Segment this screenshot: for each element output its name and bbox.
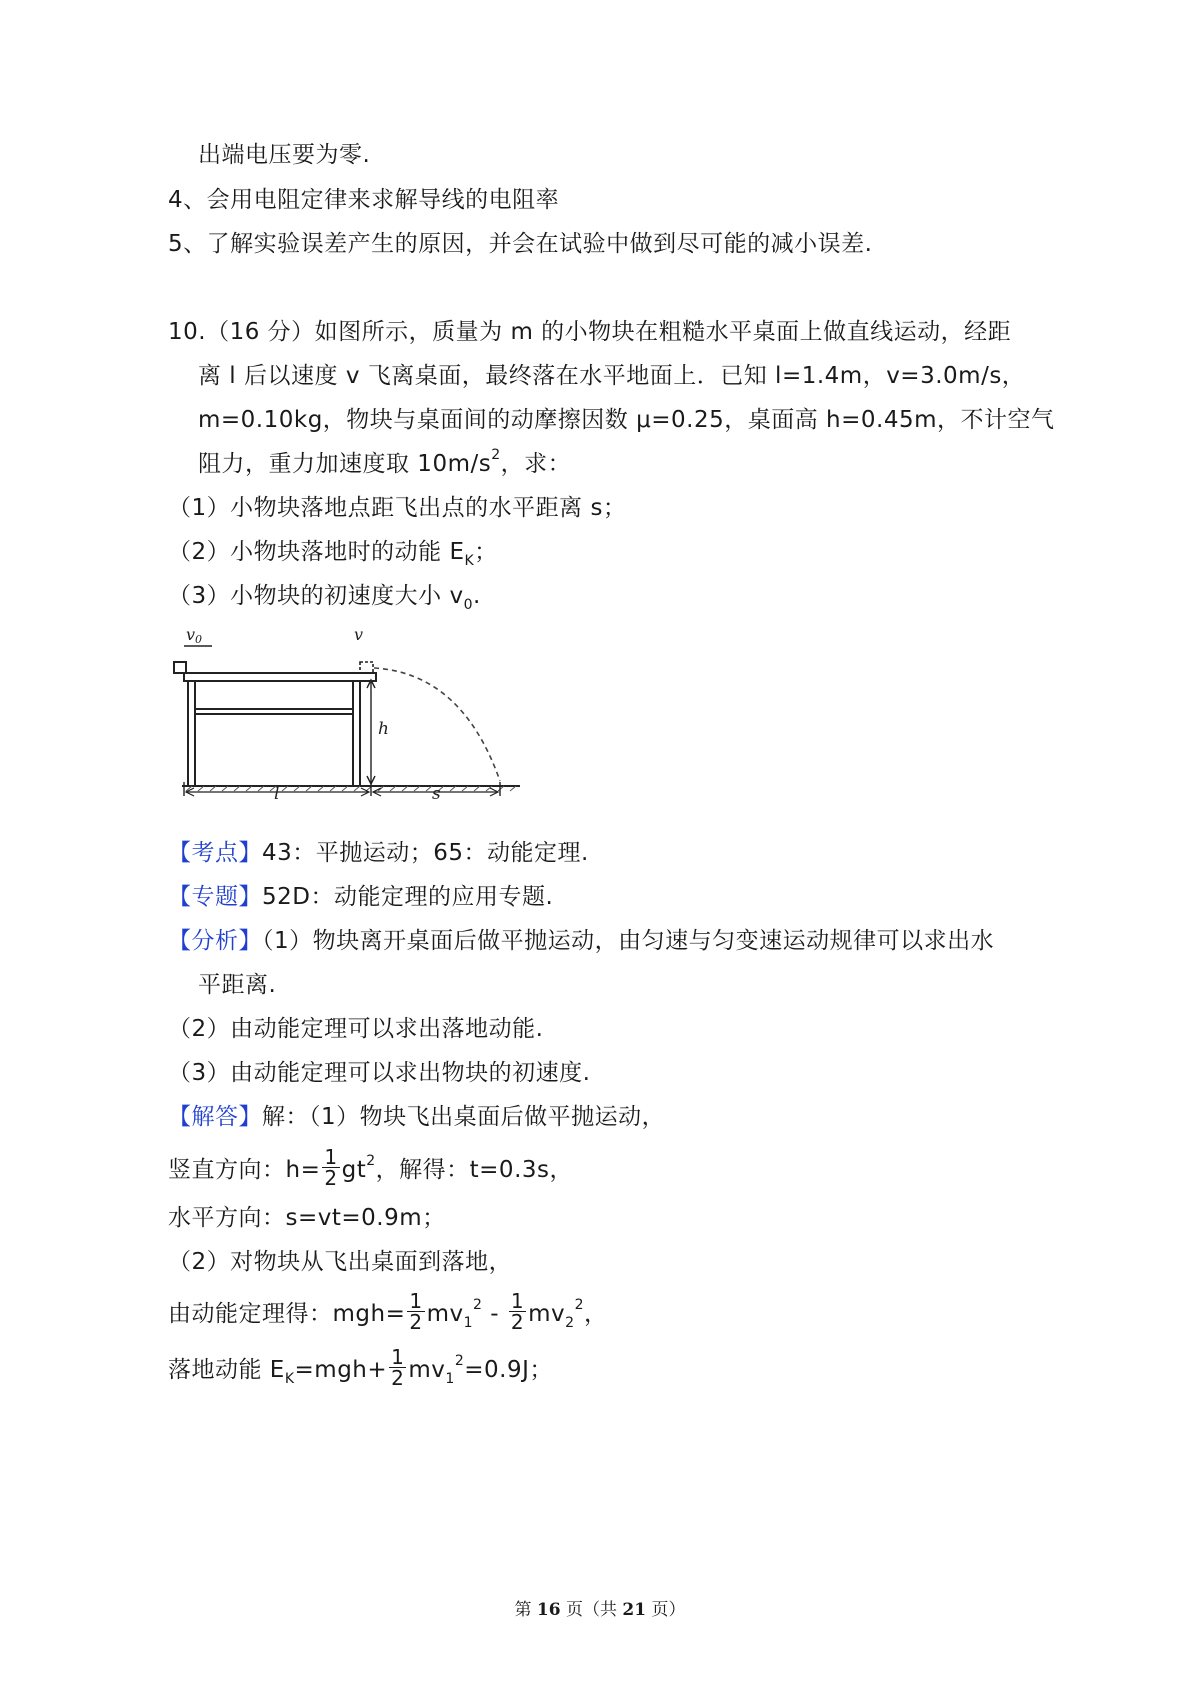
question-line: m=0.10kg，物块与桌面间的动摩擦因数 μ=0.25，桌面高 h=0.45m，不计空气 <box>198 407 1055 433</box>
table-top <box>184 673 376 681</box>
question-line: 10.（16 分）如图所示，质量为 m 的小物块在粗糙水平桌面上做直线运动，经距 <box>168 319 1012 345</box>
text: . <box>472 583 481 609</box>
landing-energy-eq <box>168 1345 553 1391</box>
table-leg-left <box>188 681 195 786</box>
text: mv <box>426 1301 464 1327</box>
kaodian-line <box>168 838 589 868</box>
superscript: 2 <box>491 447 501 464</box>
page-footer: 第 16 页（共 21 页） <box>514 1600 686 1620</box>
subscript: 2 <box>565 1314 575 1331</box>
question-line <box>198 449 571 479</box>
text: ，解得：t=0.3s， <box>375 1157 573 1183</box>
text: gt <box>341 1157 367 1183</box>
text: =mgh+ <box>294 1357 388 1383</box>
fenxi-line: （2）由动能定理可以求出落地动能. <box>168 1016 544 1042</box>
text: 竖直方向：h= <box>168 1157 321 1183</box>
text: （1）物块离开桌面后做平抛运动，由匀速与匀变速运动规律可以求出水 <box>262 928 995 954</box>
physics-diagram <box>182 625 542 804</box>
label-v: v <box>354 625 364 644</box>
text: =0.9J； <box>464 1357 553 1383</box>
superscript: 2 <box>454 1353 465 1370</box>
subscript: K <box>284 1370 295 1387</box>
kinetic-energy-eq <box>168 1289 608 1335</box>
text-line: 出端电压要为零. <box>198 142 371 168</box>
text-line: 4、会用电阻定律来求解导线的电阻率 <box>168 187 560 213</box>
label-h: h <box>378 719 389 739</box>
trajectory-curve <box>374 668 500 781</box>
superscript: 2 <box>473 1297 483 1314</box>
text: 阻力，重力加速度取 10m/s <box>198 451 492 477</box>
text: 落地动能 E <box>168 1357 285 1383</box>
table-crossbar <box>195 709 353 714</box>
label-v0: v0 <box>186 625 203 646</box>
text: mv <box>408 1357 446 1383</box>
zhuanti-line <box>168 882 553 912</box>
block-start <box>174 662 186 673</box>
superscript: 2 <box>574 1297 584 1314</box>
block-edge <box>360 662 373 673</box>
subscript: 1 <box>445 1370 455 1387</box>
fenxi-line: （3）由动能定理可以求出物块的初速度. <box>168 1060 591 1086</box>
text: ， <box>584 1301 608 1327</box>
fenxi-tag: 【分析】 <box>168 928 262 954</box>
jieda-line <box>168 1102 665 1132</box>
subscript: 0 <box>463 596 473 613</box>
zhuanti-tag: 【专题】 <box>168 884 262 910</box>
text: （3）小物块的初速度大小 v <box>168 583 464 609</box>
sub-question-3 <box>168 581 481 611</box>
text: ，求： <box>500 451 572 477</box>
text: ； <box>474 539 498 565</box>
subscript: K <box>464 552 475 569</box>
fraction: $\frac{1}{2}$ <box>391 1345 405 1390</box>
fraction: $\frac{1}{2}$ <box>510 1289 525 1334</box>
fenxi-line: 平距离. <box>198 972 277 998</box>
text: - <box>482 1301 507 1327</box>
sub-question-2 <box>168 537 498 567</box>
sub-question-1: （1）小物块落地点距飞出点的水平距离 s； <box>168 495 627 521</box>
text: 43：平抛运动；65：动能定理. <box>262 840 589 866</box>
fraction: $\frac{1}{2}$ <box>409 1289 423 1334</box>
horizontal-eq: 水平方向：s=vt=0.9m； <box>168 1205 446 1231</box>
text: mv <box>528 1301 566 1327</box>
text: 解：（1）物块飞出桌面后做平抛运动， <box>262 1104 666 1130</box>
part2-line: （2）对物块从飞出桌面到落地， <box>168 1249 513 1275</box>
page-number: 16 <box>536 1600 561 1620</box>
text: 52D：动能定理的应用专题. <box>262 884 554 910</box>
jieda-tag: 【解答】 <box>168 1104 262 1130</box>
table-leg-right <box>353 681 360 786</box>
superscript: 2 <box>366 1153 376 1170</box>
text: （2）小物块落地时的动能 E <box>168 539 465 565</box>
vertical-eq <box>168 1145 573 1191</box>
text: 由动能定理得：mgh= <box>168 1301 406 1327</box>
subscript: 1 <box>463 1314 474 1331</box>
label-l: l <box>274 784 280 804</box>
question-line: 离 l 后以速度 v 飞离桌面，最终落在水平地面上．已知 l=1.4m，v=3.0m/s， <box>198 363 1026 389</box>
page-total: 21 <box>622 1600 647 1620</box>
label-s: s <box>432 784 441 804</box>
kaodian-tag: 【考点】 <box>168 840 262 866</box>
fenxi-line <box>168 926 994 956</box>
text-line: 5、了解实验误差产生的原因，并会在试验中做到尽可能的减小误差. <box>168 231 873 257</box>
fraction: $\frac{1}{2}$ <box>324 1145 338 1190</box>
